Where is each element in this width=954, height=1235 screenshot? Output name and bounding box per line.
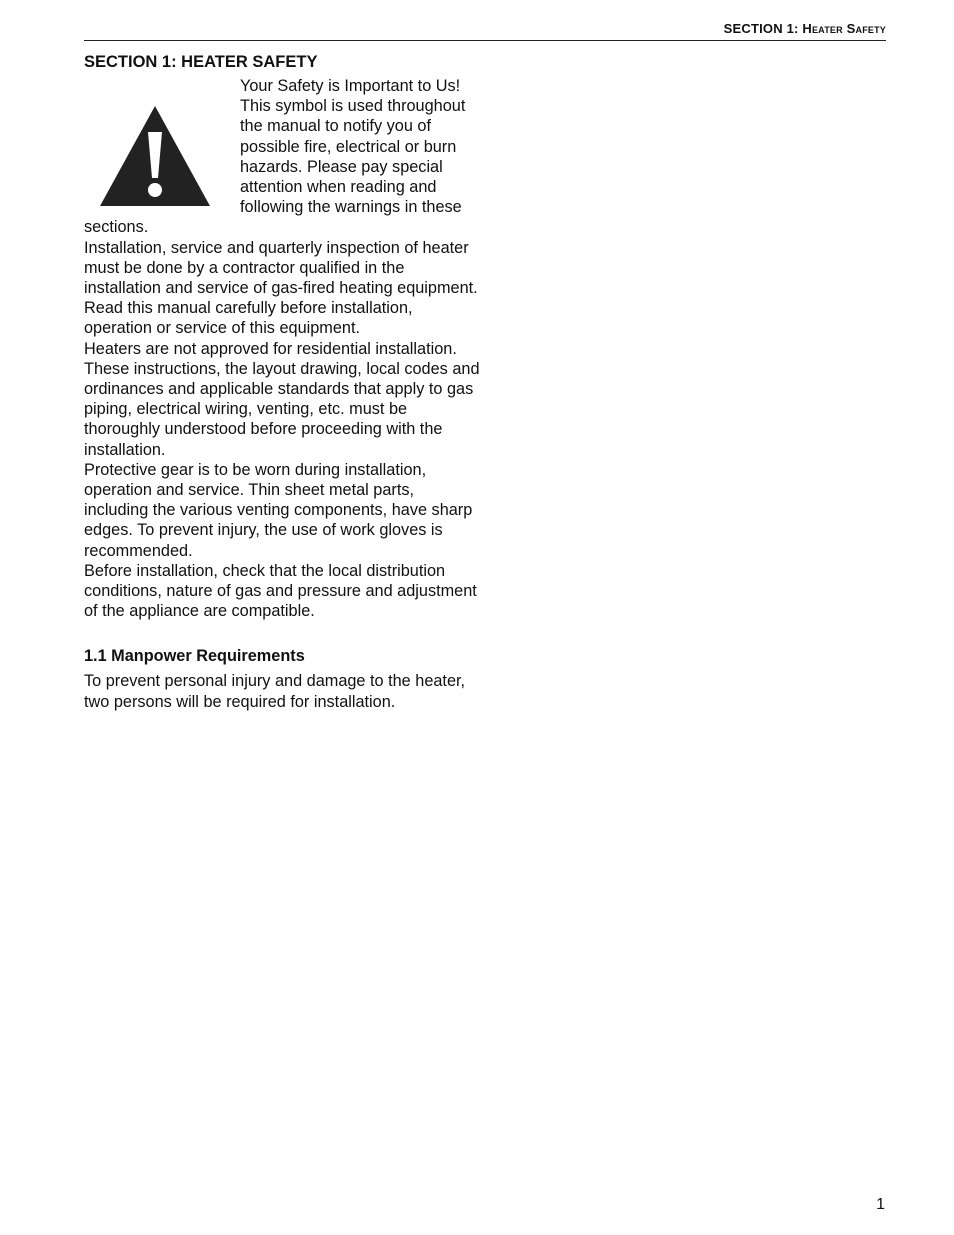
page-number: 1 [876,1196,885,1213]
paragraph-read-manual: Read this manual carefully before installation, operation or service of this equipment. [84,299,413,338]
paragraph-before-installation: Before installation, check that the local distribution conditions, nature of gas and pressure and adjustment of the appliance are compatible. [84,561,477,621]
subsection-body: To prevent personal injury and damage to the heater, two persons will be required for installation. [84,672,466,711]
intro-line-1: Your Safety is Important to Us! [240,77,461,95]
header-rule [84,40,886,41]
paragraph-installation: Installation, service and quarterly inspection of heater must be done by a contractor qualified in the installation and service of gas-fired heating equipment. [84,238,478,298]
subsection-title: 1.1 Manpower Requirements [84,647,305,666]
intro-block [84,76,480,298]
paragraph-not-residential: Heaters are not approved for residential installation. These instructions, the layout drawing, local codes and ordinances and applicable standards that apply to gas piping, electrical wiring, venting, etc. must be thoroughly understood before proceeding with the installation. [84,339,480,459]
section-title: SECTION 1: HEATER SAFETY [84,53,318,71]
running-header-section-name: Heater Safety [802,21,886,36]
warning-triangle-icon [100,106,210,206]
main-content [84,52,480,712]
paragraph-protective-gear: Protective gear is to be worn during installation, operation and service. Thin sheet metal parts, including the various venting components, have sharp edges. To prevent injury, the use of work gloves is recommended. [84,460,473,560]
running-header [724,21,886,36]
intro-line-2: This symbol is used throughout the manual to notify you of possible fire, electrical or burn hazards. Please pay special attention when reading and following the warnings in these sections. [84,97,466,237]
running-header-prefix: SECTION 1: [723,21,803,36]
